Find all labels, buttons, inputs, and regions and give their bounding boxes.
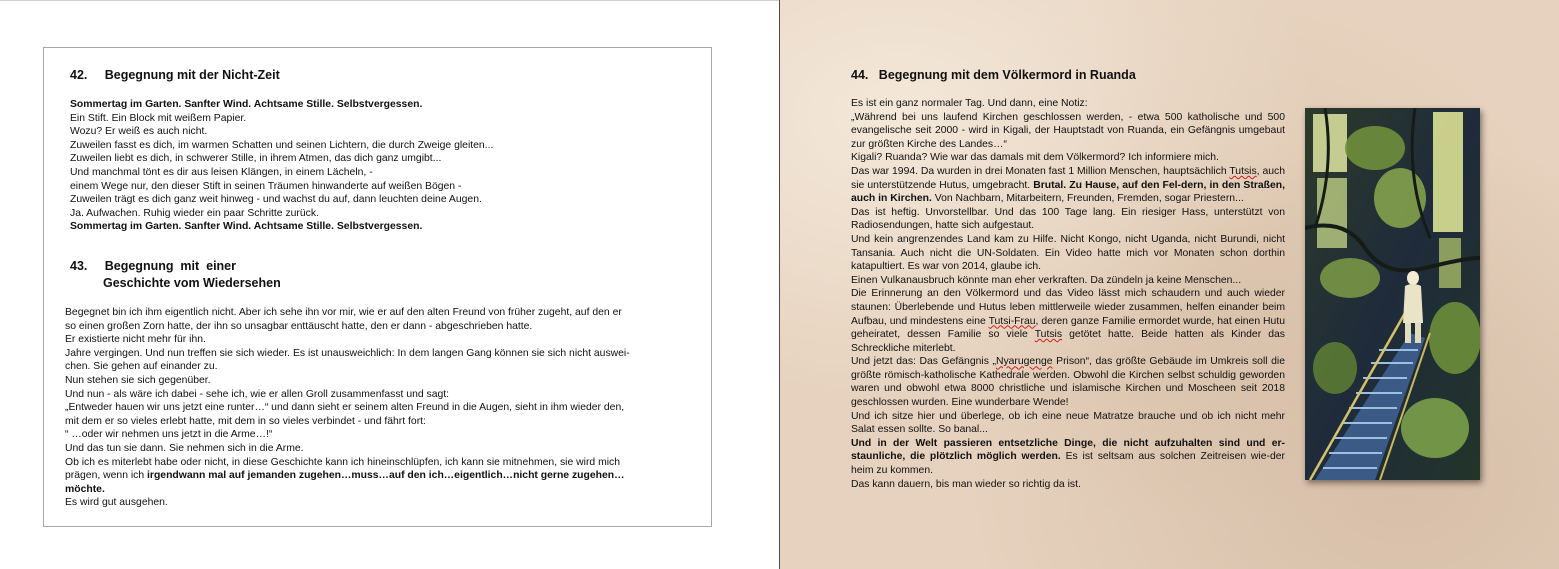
text-run: Die Erinnerung an den Völkermord und das Video lässt mich schaudern und auch wieder staunen: Überlebende und Hutus leben mittlerweile wieder zusammen, helfen einander beim Aufbau, und mindestens eine: [851, 288, 1285, 327]
text-run-bold: Brutal. Zu Hause, auf den Fel-dern, in den Straßen, auch in Kirchen.: [851, 179, 1286, 205]
text-run: , deren ganze Familie ermordet wurde, hat einen Hutu geheiratet, dessen Familie so viele: [851, 315, 1285, 341]
left-page: [0, 0, 779, 569]
paragraph: [851, 287, 1285, 355]
text-line: Zuweilen trägt es dich ganz weit hinweg - und wachst du auf, dann leuchten deine Augen.: [70, 194, 482, 206]
text-line: Und nun - als wäre ich dabei - sehe ich, wie er allen Groll zusammenfasst und sagt:: [65, 388, 450, 400]
text-run: , auch sie unterstützende Hutus, umgebracht.: [851, 165, 1285, 191]
paragraph: „Während bei uns laufend Kirchen geschlossen werden, - etwa 500 katholische und 500 evangelische seit 2000 - wird in Kigali, der Hauptstadt von Ruanda, ein Gefängnis umgebaut zur größten Kirche des Landes…“: [851, 111, 1285, 150]
text-run: Das war 1994. Da wurden in drei Monaten fast 1 Million Menschen, hauptsächlich: [851, 165, 1230, 177]
text-line: möchte.: [65, 483, 105, 495]
paragraph: [851, 437, 1285, 478]
text-line: mit dem er so vieles erlebt hatte, mit dem in so vieles verbindet - und fährt fort:: [65, 415, 426, 427]
text-line: Wozu? Er weiß es auch nicht.: [70, 126, 208, 138]
section-43-body: [65, 306, 630, 510]
text-line: [65, 469, 630, 483]
paragraph: Das ist heftig. Unvorstellbar. Und das 100 Tage lang. Ein riesiger Hass, unterstützt von Radiosendungen, hatte sich aufgestaut.: [851, 206, 1285, 232]
section-42-body: [70, 98, 493, 234]
text-line: Jahre vergingen. Und nun treffen sie sich wieder. Es ist unausweichlich: In dem langen Gang können sie sich nicht auswei-: [65, 347, 630, 359]
section-44-title: 44. Begegnung mit dem Völkermord in Ruanda: [851, 68, 1136, 82]
painting-image: [1305, 108, 1480, 480]
paragraph: Das kann dauern, bis man wieder so richtig da ist.: [851, 478, 1081, 490]
text-run: Prison“, das größte Gebäude im Umkreis soll die größte römisch-katholische Kathedrale werden. Obwohl die Kirchen selbst schuldig geworden waren und obwohl etwa 8000 christliche und islamische Kirchen und Moscheen seit 2018 geschlossen wurden. Eine wunderbare Wende!: [851, 356, 1286, 409]
section-44-body: [851, 97, 1285, 491]
text-run-spellcheck: Tutsis: [1229, 165, 1257, 177]
paragraph: Es ist ein ganz normaler Tag. Und dann, eine Notiz:: [851, 98, 1088, 109]
text-line: Zuweilen liebt es dich, in schwerer Stille, in ihrem Atmen, das dich ganz umgibt...: [70, 153, 442, 165]
paragraph: [851, 165, 1285, 206]
section-43-title-line1: 43. Begegnung mit einer: [70, 259, 237, 273]
text-run: Von Nachbarn, Mitarbeitern, Freunden, Fremden, sogar Priestern...: [931, 193, 1244, 205]
text-line: Es wird gut ausgehen.: [65, 497, 168, 509]
text-line: „Entweder hauen wir uns jetzt eine runter…“ und dann sieht er seinem alten Freund in die Augen, sieht in ihm wieder den,: [65, 402, 625, 414]
text-run: Und jetzt das: Das Gefängnis „: [851, 356, 996, 368]
paragraph: Und kein angrenzendes Land kam zu Hilfe. Nicht Kongo, nicht Uganda, nicht Burundi, nicht Tansania. Auch nicht die UN-Soldaten. Ein Video hatte mich vor Monaten schon dorthin katapultiert. Es war von 2014, glaube ich.: [851, 233, 1285, 273]
painting-artwork: [1305, 108, 1480, 480]
text-run: getötet hatte. Beide hatten als Kinder das Schreckliche miterlebt.: [851, 329, 1286, 354]
text-line: Ein Stift. Ein Block mit weißem Papier.: [70, 112, 247, 124]
text-line: Ob ich es miterlebt habe oder nicht, in diese Geschichte kann ich hineinschlüpfen, ich kann sie mitnehmen, sie wird mich: [65, 456, 621, 468]
section-42-title: 42. Begegnung mit der Nicht-Zeit: [70, 68, 280, 82]
text-line: Zuweilen fasst es dich, im warmen Schatten und seinen Lichtern, die durch Zweige gleiten...: [70, 139, 494, 151]
text-run: Es ist seltsam aus solchen Zeitreisen wie-der heim zu kommen.: [851, 451, 1285, 477]
text-line: einem Wege nur, den dieser Stift in seinen Träumen hinwanderte auf weißen Bögen -: [70, 180, 462, 192]
paragraph: Einen Vulkanausbruch könnte man eher verkraften. Da zündeln ja keine Menschen...: [851, 274, 1242, 286]
text-line: Nun stehen sie sich gegenüber.: [65, 374, 211, 386]
text-line: Und manchmal tönt es dir aus leisen Klängen, in einem Lächeln, -: [70, 166, 373, 178]
text-line: Sommertag im Garten. Sanfter Wind. Achtsame Stille. Selbstvergessen.: [70, 221, 423, 233]
section-43-title-line2: Geschichte vom Wiedersehen: [103, 276, 281, 290]
text-run: prägen, wenn ich: [65, 470, 148, 482]
text-line: Ja. Aufwachen. Ruhig wieder ein paar Schritte zurück.: [70, 207, 319, 219]
text-line: Sommertag im Garten. Sanfter Wind. Achtsame Stille. Selbstvergessen.: [70, 99, 423, 110]
text-run-spellcheck: Tutsis: [1034, 329, 1063, 341]
text-line: Und das tun sie dann. Sie nehmen sich in die Arme.: [65, 442, 304, 454]
text-run-spellcheck: Tutsi-Frau: [988, 315, 1036, 327]
text-run-bold: irgendwann mal auf jemanden zugehen…muss…auf den ich…eigentlich…nicht gerne zugehen…: [147, 470, 625, 482]
paragraph: Kigali? Ruanda? Wie war das damals mit dem Völkermord? Ich informiere mich.: [851, 152, 1219, 164]
paragraph: Und ich sitze hier und überlege, ob ich eine neue Matratze brauche und ob ich nicht mehr Salat essen sollte. So banal...: [851, 410, 1285, 436]
paragraph: [851, 355, 1285, 409]
text-line: Begegnet bin ich ihm eigentlich nicht. Aber ich sehe ihn vor mir, wie er auf den alten Freund von früher zugeht, auf den er: [65, 307, 622, 318]
text-run-bold: Und in der Welt passieren entsetzliche Dinge, die nicht aufzuhalten sind und er-staunliche, die plötzlich möglich werden.: [851, 437, 1285, 463]
text-line: Er existierte nicht mehr für ihn.: [65, 334, 206, 346]
text-line: “ …oder wir nehmen uns jetzt in die Arme…!“: [65, 429, 273, 441]
text-run-spellcheck: Nyarugenge: [995, 356, 1053, 368]
text-line: so einen großen Zorn hatte, der ihn so unsagbar enttäuscht hatte, den er dann - abgeschrieben hatte.: [65, 320, 533, 332]
text-line: chen. Sie gehen auf einander zu.: [65, 361, 218, 373]
